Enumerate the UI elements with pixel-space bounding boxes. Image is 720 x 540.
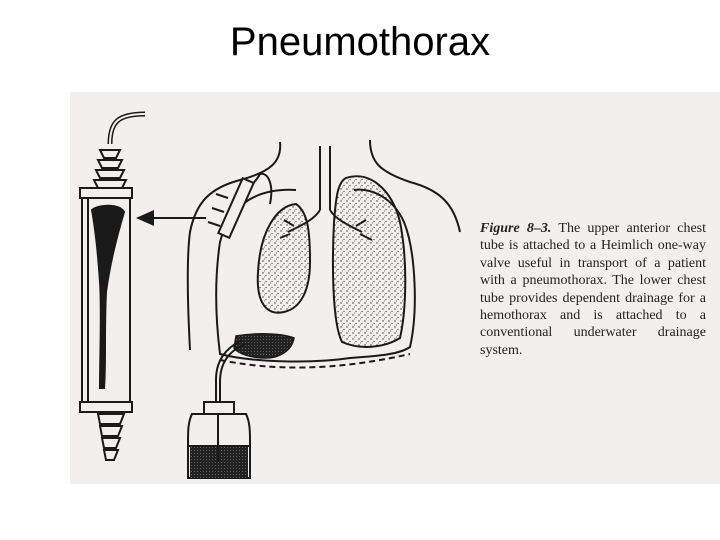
heimlich-valve: [80, 114, 145, 460]
figure-caption-text: The upper anterior chest tube is attached to a Heimlich one-way valve useful in transport of a patient with a pneumothorax. The lower chest tube provides dependent drainage for a hemothorax and is attached to a conventional underwater drainage system.: [480, 221, 706, 358]
drainage-bottle: [188, 402, 250, 478]
upper-chest-tube: [208, 174, 271, 238]
slide-title: Pneumothorax: [229, 20, 491, 64]
collapsed-lung: [258, 204, 310, 313]
figure-label: Figure 8–3.: [480, 221, 552, 236]
expanded-lung: [333, 176, 405, 347]
torso-outline: [188, 140, 460, 350]
scanned-figure: [70, 92, 720, 484]
figure-caption: [480, 220, 706, 359]
